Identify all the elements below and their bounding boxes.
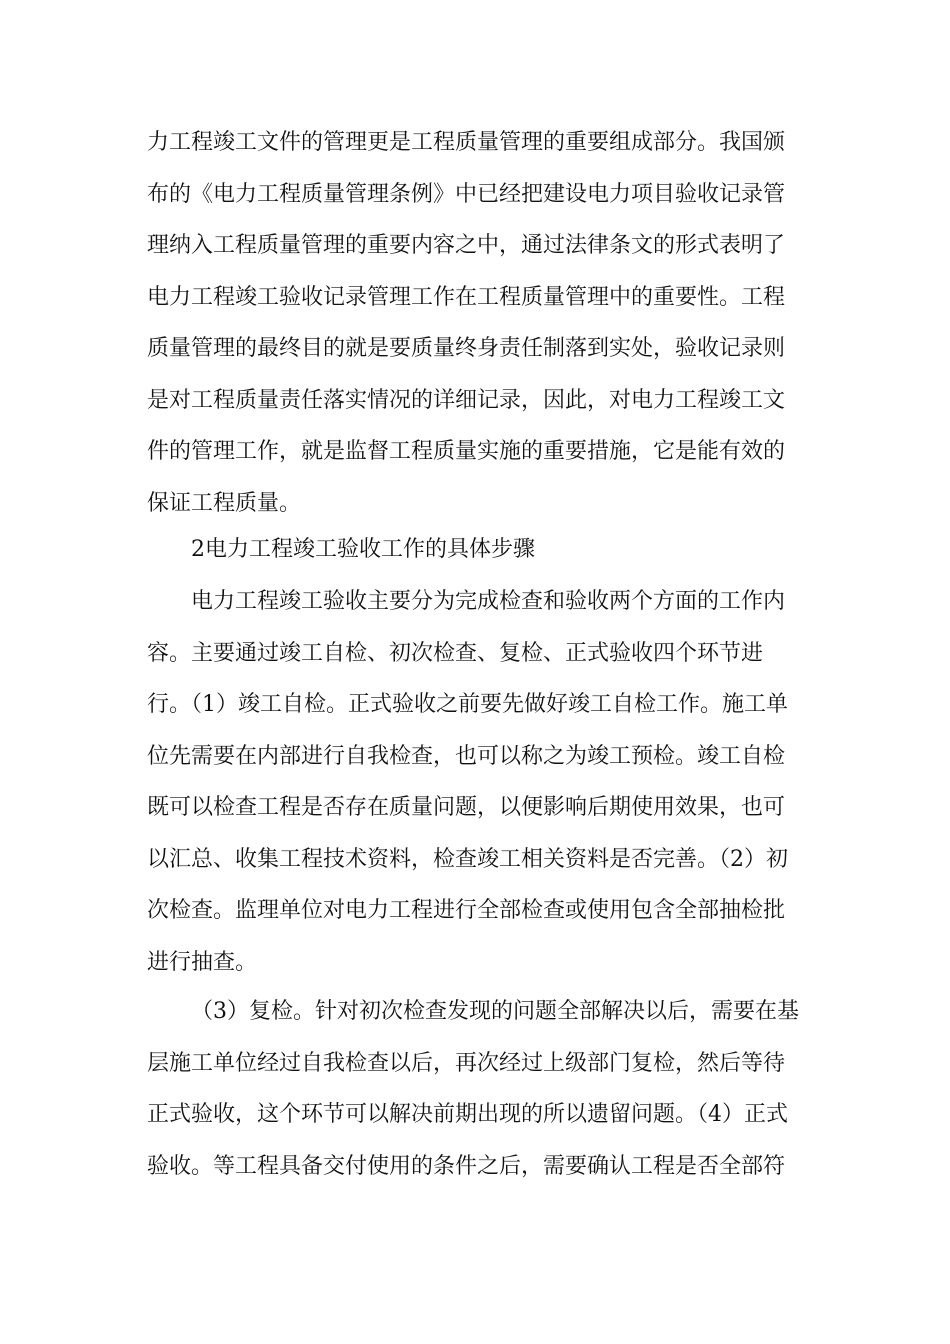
text-line: 位先需要在内部进行自我检查，也可以称之为竣工预检。竣工自检 bbox=[147, 743, 786, 769]
text-line: 行。（1）竣工自检。正式验收之前要先做好竣工自检工作。施工单 bbox=[147, 692, 788, 717]
text-line: 正式验收，这个环节可以解决前期出现的所以遗留问题。（4）正式 bbox=[147, 1102, 788, 1127]
text-line: 是对工程质量责任落实情况的详细记录，因此，对电力工程竣工文 bbox=[147, 387, 786, 413]
text-line: 进行抽查。 bbox=[147, 949, 258, 975]
text-line: 电力工程竣工验收记录管理工作在工程质量管理中的重要性。工程 bbox=[147, 284, 786, 310]
text-line: 布的《电力工程质量管理条例》中已经把建设电力项目验收记录管 bbox=[147, 181, 786, 207]
text-line: 既可以检查工程是否存在质量问题，以便影响后期使用效果，也可 bbox=[147, 795, 786, 820]
text-line: 质量管理的最终目的就是要质量终身责任制落到实处，验收记录则 bbox=[147, 336, 786, 361]
text-line: 保证工程质量。 bbox=[147, 490, 302, 516]
text-line: （3）复检。针对初次检查发现的问题全部解决以后，需要在基 bbox=[191, 999, 799, 1024]
text-line: 次检查。监理单位对电力工程进行全部检查或使用包含全部抽检批 bbox=[147, 898, 786, 923]
section-heading-2 bbox=[147, 524, 807, 576]
text-line: 理纳入工程质量管理的重要内容之中，通过法律条文的形式表明了 bbox=[147, 233, 786, 258]
text-line: 验收。等工程具备交付使用的条件之后，需要确认工程是否全部符 bbox=[147, 1153, 786, 1179]
text-line: 容。主要通过竣工自检、初次检查、复检、正式验收四个环节进 bbox=[147, 640, 764, 666]
text-line: 件的管理工作，就是监督工程质量实施的重要措施，它是能有效的 bbox=[147, 439, 786, 464]
paragraph-recheck-and-final bbox=[147, 986, 807, 1192]
text-line: 以汇总、收集工程技术资料，检查竣工相关资料是否完善。（2）初 bbox=[147, 846, 788, 872]
text-line: 层施工单位经过自我检查以后，再次经过上级部门复检，然后等待 bbox=[147, 1050, 786, 1076]
paragraph-completion-docs-management bbox=[147, 117, 807, 529]
section-heading-text: 2电力工程竣工验收工作的具体步骤 bbox=[191, 537, 535, 562]
text-line: 电力工程竣工验收主要分为完成检查和验收两个方面的工作内 bbox=[191, 589, 786, 614]
text-line: 力工程竣工文件的管理更是工程质量管理的重要组成部分。我国颁 bbox=[147, 130, 786, 155]
paragraph-acceptance-steps bbox=[147, 576, 807, 988]
